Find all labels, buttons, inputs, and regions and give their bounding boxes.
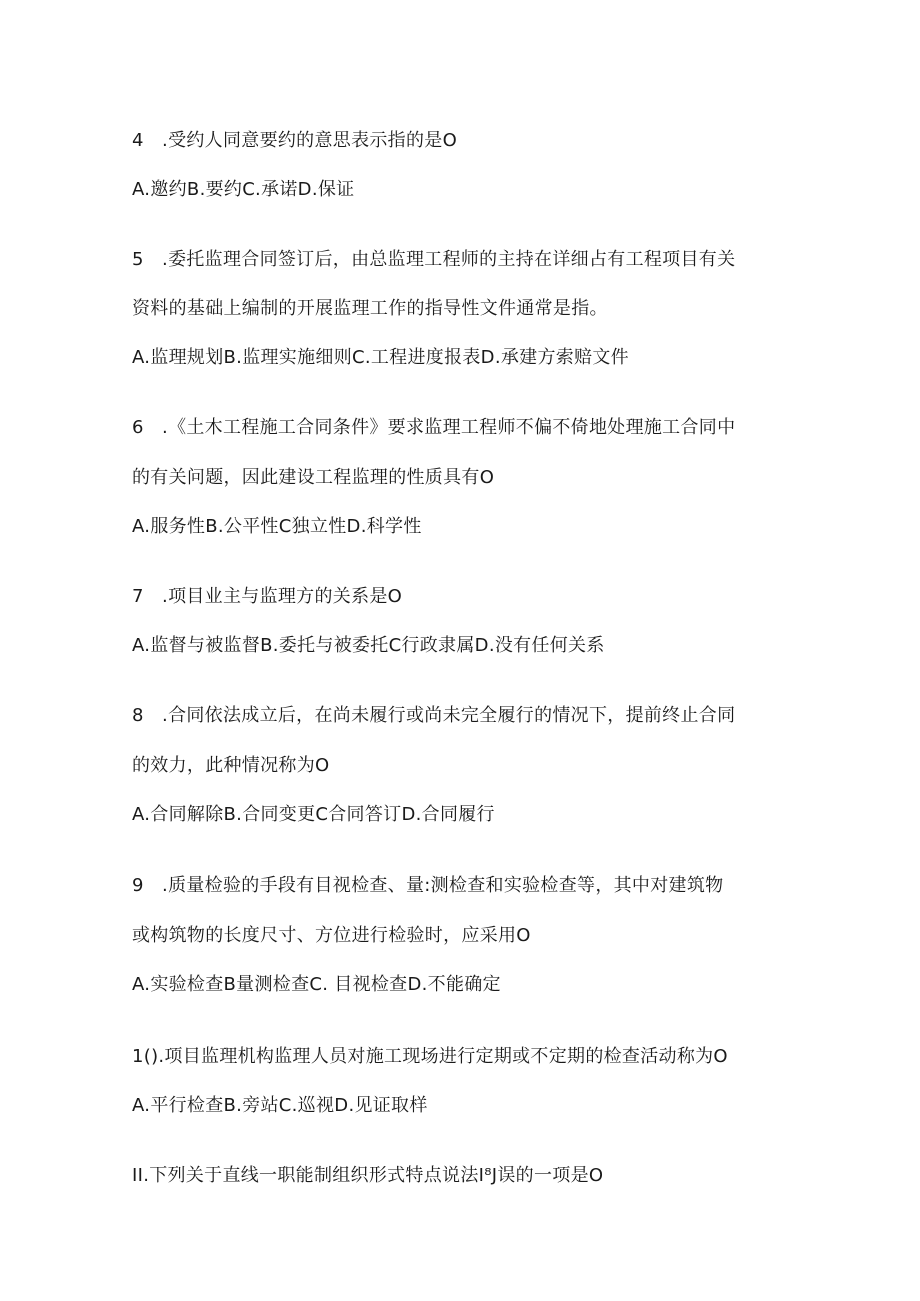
question-6-options: A.服务性B.公平性C独立性D.科学性 — [132, 516, 422, 537]
question-5-stem-line-1: 5 .委托监理合同签订后，由总监理工程师的主持在详细占有工程项目有关 — [132, 249, 736, 270]
question-5-stem-line-2: 资料的基础上编制的开展监理工作的指导性文件通常是指。 — [132, 298, 608, 319]
question-7-options: A.监督与被监督B.委托与被委托C行政隶属D.没有任何关系 — [132, 635, 605, 656]
question-8-stem-line-1: 8 .合同依法成立后，在尚未履行或尚未完全履行的情况下，提前终止合同 — [132, 705, 736, 726]
question-4-stem: 4 .受约人同意要约的意思表示指的是O — [132, 130, 458, 151]
question-10-options: A.平行检查B.旁站C.巡视D.见证取样 — [132, 1095, 428, 1116]
question-7-stem: 7 .项目业主与监理方的关系是O — [132, 586, 403, 607]
question-9-options: A.实验检查B量测检查C. 目视检查D.不能确定 — [132, 974, 501, 995]
question-6-stem-line-1: 6 .《土木工程施工合同条件》要求监理工程师不偏不倚地处理施工合同中 — [132, 417, 736, 438]
question-10-stem: 1().项目监理机构监理人员对施工现场进行定期或不定期的检查活动称为O — [132, 1046, 728, 1067]
question-11-stem: II.下列关于直线一职能制组织形式特点说法I⁸J误的一项是O — [132, 1165, 604, 1186]
question-9-stem-line-1: 9 .质量检验的手段有目视检查、量:测检查和实验检查等，其中对建筑物 — [132, 875, 724, 896]
question-6-stem-line-2: 的有关问题，因此建设工程监理的性质具有O — [132, 467, 495, 488]
question-9-stem-line-2: 或构筑物的长度尺寸、方位进行检验时，应采用O — [132, 925, 531, 946]
question-8-stem-line-2: 的效力，此种情况称为O — [132, 755, 330, 776]
question-4-options: A.邀约B.要约C.承诺D.保证 — [132, 179, 355, 200]
question-5-options: A.监理规划B.监理实施细则C.工程进度报表D.承建方索赔文件 — [132, 347, 629, 368]
question-8-options: A.合同解除B.合同变更C合同答订D.合同履行 — [132, 804, 495, 825]
